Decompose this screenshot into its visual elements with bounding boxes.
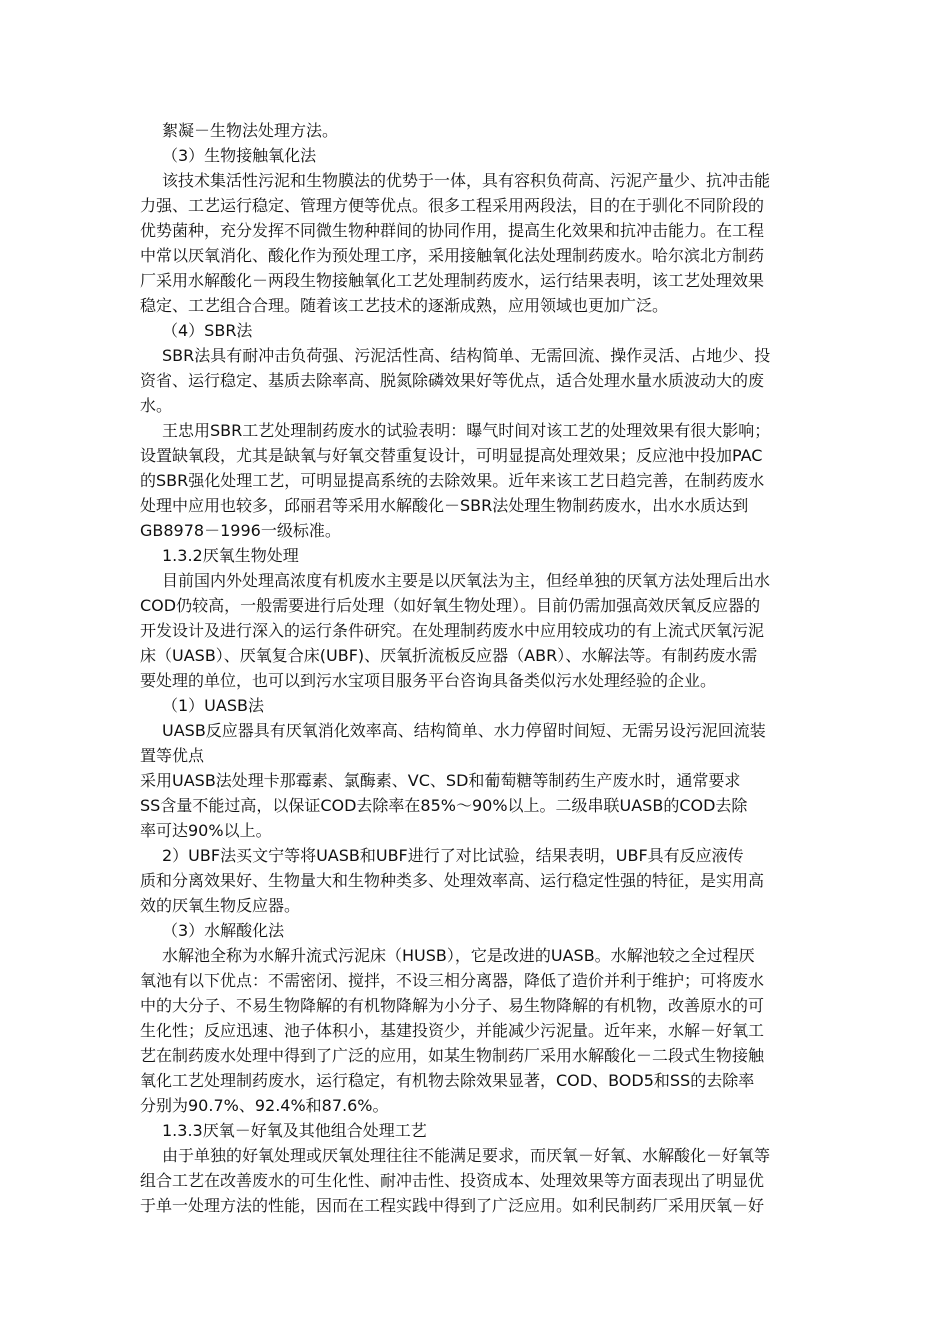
text-line: 2）UBF法买文宁等将UASB和UBF进行了对比试验，结果表明，UBF具有反应液传	[162, 846, 744, 865]
section-heading: 1.3.2厌氧生物处理	[162, 546, 299, 565]
text-line: 氧池有以下优点：不需密闭、搅拌，不设三相分离器，降低了造价并利于维护；可将废水	[140, 971, 765, 990]
text-line: 率可达90%以上。	[140, 821, 272, 840]
text-line: 由于单独的好氧处理或厌氧处理往往不能满足要求，而厌氧－好氧、水解酸化－好氧等	[162, 1146, 771, 1165]
text-line: 组合工艺在改善废水的可生化性、耐冲击性、投资成本、处理效果等方面表现出了明显优	[140, 1171, 765, 1190]
text-line: SBR法具有耐冲击负荷强、污泥活性高、结构简单、无需回流、操作灵活、占地少、投	[162, 346, 771, 365]
text-line: COD仍较高，一般需要进行后处理（如好氧生物处理）。目前仍需加强高效厌氧反应器的	[140, 596, 761, 615]
text-line: 中的大分子、不易生物降解的有机物降解为小分子、易生物降解的有机物，改善原水的可	[140, 996, 765, 1015]
text-line: GB8978－1996一级标准。	[140, 521, 341, 540]
text-line: 开发设计及进行深入的运行条件研究。在处理制药废水中应用较成功的有上流式厌氧污泥	[140, 621, 765, 640]
text-line: 床（UASB）、厌氧复合床(UBF)、厌氧折流板反应器（ABR）、水解法等。有制药废水需	[140, 646, 758, 665]
text-line: 王忠用SBR工艺处理制药废水的试验表明：曝气时间对该工艺的处理效果有很大影响；	[162, 421, 771, 440]
text-line: 中常以厌氧消化、酸化作为预处理工序，采用接触氧化法处理制药废水。哈尔滨北方制药	[140, 246, 765, 265]
text-line: 艺在制药废水处理中得到了广泛的应用，如某生物制药厂采用水解酸化－二段式生物接触	[140, 1046, 765, 1065]
text-line: 水。	[140, 396, 173, 415]
text-line: 采用UASB法处理卡那霉素、氯酶素、VC、SD和葡萄糖等制药生产废水时，通常要求	[140, 771, 741, 790]
text-line: 处理中应用也较多，邱丽君等采用水解酸化－SBR法处理生物制药废水，出水水质达到	[140, 496, 749, 515]
text-line: 要处理的单位，也可以到污水宝项目服务平台咨询具备类似污水处理经验的企业。	[140, 671, 717, 690]
text-line: 絮凝－生物法处理方法。	[162, 121, 339, 140]
section-heading: （3）生物接触氧化法	[162, 146, 317, 165]
text-line: 分别为90.7%、92.4%和87.6%。	[140, 1096, 389, 1115]
text-line: 氧化工艺处理制药废水，运行稳定，有机物去除效果显著，COD、BOD5和SS的去除率	[140, 1071, 755, 1090]
text-line: 目前国内外处理高浓度有机废水主要是以厌氧法为主，但经单独的厌氧方法处理后出水	[162, 571, 771, 590]
text-line: 稳定、工艺组合合理。随着该工艺技术的逐渐成熟，应用领域也更加广泛。	[140, 296, 669, 315]
text-line: 水解池全称为水解升流式污泥床（HUSB），它是改进的UASB。水解池较之全过程厌	[162, 946, 755, 965]
text-line: 的SBR强化处理工艺，可明显提高系统的去除效果。近年来该工艺日趋完善，在制药废水	[140, 471, 765, 490]
text-line: 设置缺氧段，尤其是缺氧与好氧交替重复设计，可明显提高处理效果；反应池中投加PAC	[140, 446, 763, 465]
section-heading: （1）UASB法	[162, 696, 264, 715]
text-line: 于单一处理方法的性能，因而在工程实践中得到了广泛应用。如利民制药厂采用厌氧－好	[140, 1196, 765, 1215]
document-body	[140, 118, 808, 1218]
text-line: 生化性；反应迅速、池子体积小，基建投资少，并能减少污泥量。近年来，水解－好氧工	[140, 1021, 765, 1040]
section-heading: （4）SBR法	[162, 321, 253, 340]
text-line: 力强、工艺运行稳定、管理方便等优点。很多工程采用两段法，目的在于驯化不同阶段的	[140, 196, 765, 215]
text-line: 效的厌氧生物反应器。	[140, 896, 301, 915]
text-line: 资省、运行稳定、基质去除率高、脱氮除磷效果好等优点，适合处理水量水质波动大的废	[140, 371, 765, 390]
text-line: 质和分离效果好、生物量大和生物种类多、处理效率高、运行稳定性强的特征，是实用高	[140, 871, 765, 890]
text-line: UASB反应器具有厌氧消化效率高、结构简单、水力停留时间短、无需另设污泥回流装	[162, 721, 766, 740]
text-line: 厂采用水解酸化－两段生物接触氧化工艺处理制药废水，运行结果表明，该工艺处理效果	[140, 271, 765, 290]
text-line: SS含量不能过高，以保证COD去除率在85%～90%以上。二级串联UASB的COD去除	[140, 796, 748, 815]
section-heading: 1.3.3厌氧－好氧及其他组合处理工艺	[162, 1121, 427, 1140]
text-line: 置等优点	[140, 746, 205, 765]
text-line: 优势菌种，充分发挥不同微生物种群间的协同作用，提高生化效果和抗冲击能力。在工程	[140, 221, 765, 240]
section-heading: （3）水解酸化法	[162, 921, 285, 940]
text-line: 该技术集活性污泥和生物膜法的优势于一体，具有容积负荷高、污泥产量少、抗冲击能	[162, 171, 771, 190]
